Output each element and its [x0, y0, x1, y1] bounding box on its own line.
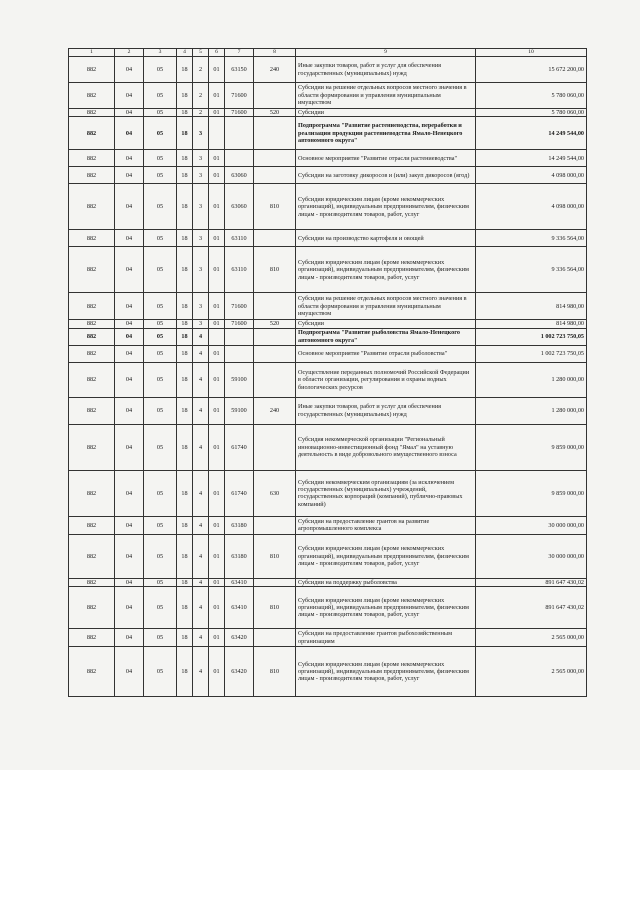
- amount-cell: 5 780 060,00: [476, 109, 587, 117]
- subsection-code-cell: 05: [144, 534, 177, 578]
- amount-cell: 1 002 723 750,05: [476, 328, 587, 345]
- subsection-code-cell: 05: [144, 293, 177, 320]
- table-row: [69, 362, 587, 397]
- section-code-cell: 04: [115, 117, 144, 150]
- program-code-cell: 18: [177, 470, 193, 516]
- description-cell: Субсидия некоммерческой организации "Региональный инновационно-инвестиционный фонд "Ямал" на уставную деятельность в виде добровольного имущественного взноса: [296, 424, 476, 470]
- ministry-code-cell: 882: [69, 587, 115, 629]
- subprogram-code-cell: 4: [193, 578, 209, 586]
- amount-cell: 9 859 000,00: [476, 470, 587, 516]
- program-code-cell: 18: [177, 362, 193, 397]
- expense-code-cell: 63060: [225, 184, 254, 230]
- subsection-code-cell: 05: [144, 424, 177, 470]
- expense-code-cell: 61740: [225, 470, 254, 516]
- program-code-cell: 18: [177, 587, 193, 629]
- amount-cell: 9 336 564,00: [476, 230, 587, 247]
- subprogram-code-cell: 4: [193, 397, 209, 424]
- expense-type-code-cell: [254, 117, 296, 150]
- activity-code-cell: 01: [209, 397, 225, 424]
- section-code-cell: 04: [115, 320, 144, 328]
- subprogram-code-cell: 4: [193, 328, 209, 345]
- amount-cell: 4 098 000,00: [476, 167, 587, 184]
- budget-table-container: [68, 48, 586, 697]
- section-code-cell: 04: [115, 293, 144, 320]
- expense-code-cell: 71600: [225, 109, 254, 117]
- subprogram-code-cell: 4: [193, 587, 209, 629]
- program-code-cell: 18: [177, 247, 193, 293]
- program-code-cell: 18: [177, 345, 193, 362]
- expense-code-cell: 63410: [225, 587, 254, 629]
- column-number-header-row: [69, 49, 587, 57]
- table-row: [69, 345, 587, 362]
- section-code-cell: 04: [115, 167, 144, 184]
- activity-code-cell: 01: [209, 320, 225, 328]
- description-cell: Субсидии на предоставление грантов рыбохозяйственным организациям: [296, 629, 476, 647]
- activity-code-cell: 01: [209, 647, 225, 697]
- subsection-code-cell: 05: [144, 150, 177, 167]
- amount-cell: 5 780 060,00: [476, 83, 587, 109]
- section-code-cell: 04: [115, 470, 144, 516]
- activity-code-cell: 01: [209, 345, 225, 362]
- table-row: [69, 587, 587, 629]
- table-row: [69, 57, 587, 83]
- expense-code-cell: 59100: [225, 397, 254, 424]
- program-code-cell: 18: [177, 320, 193, 328]
- ministry-code-cell: 882: [69, 578, 115, 586]
- activity-code-cell: 01: [209, 230, 225, 247]
- expense-code-cell: 61740: [225, 424, 254, 470]
- table-row: [69, 328, 587, 345]
- subprogram-code-cell: 4: [193, 345, 209, 362]
- subsection-code-cell: 05: [144, 397, 177, 424]
- program-code-cell: 18: [177, 293, 193, 320]
- subsection-code-cell: 05: [144, 230, 177, 247]
- ministry-code-cell: 882: [69, 167, 115, 184]
- subprogram-code-cell: 3: [193, 320, 209, 328]
- ministry-code-cell: 882: [69, 424, 115, 470]
- table-row: [69, 629, 587, 647]
- expense-type-code-cell: 810: [254, 647, 296, 697]
- description-cell: Субсидии на решение отдельных вопросов местного значения в области формирования и управления муниципальным имуществом: [296, 293, 476, 320]
- ministry-code-cell: 882: [69, 109, 115, 117]
- expense-type-code-cell: 520: [254, 109, 296, 117]
- expense-type-code-cell: 810: [254, 587, 296, 629]
- ministry-code-cell: 882: [69, 362, 115, 397]
- expense-type-code-cell: [254, 293, 296, 320]
- ministry-code-cell: 882: [69, 345, 115, 362]
- amount-cell: 14 249 544,00: [476, 117, 587, 150]
- amount-cell: 15 672 200,00: [476, 57, 587, 83]
- expense-code-cell: 63410: [225, 578, 254, 586]
- ministry-code-cell: 882: [69, 397, 115, 424]
- activity-code-cell: 01: [209, 578, 225, 586]
- subprogram-code-cell: 2: [193, 109, 209, 117]
- program-code-cell: 18: [177, 397, 193, 424]
- description-cell: Иные закупки товаров, работ и услуг для обеспечения государственных (муниципальных) нужд: [296, 397, 476, 424]
- expense-code-cell: 63110: [225, 247, 254, 293]
- subsection-code-cell: 05: [144, 167, 177, 184]
- subsection-code-cell: 05: [144, 184, 177, 230]
- description-cell: Основное мероприятие "Развитие отрасли растениеводства": [296, 150, 476, 167]
- column-number: 10: [476, 49, 587, 57]
- activity-code-cell: 01: [209, 83, 225, 109]
- program-code-cell: 18: [177, 83, 193, 109]
- ministry-code-cell: 882: [69, 247, 115, 293]
- expense-type-code-cell: [254, 328, 296, 345]
- expense-type-code-cell: [254, 167, 296, 184]
- amount-cell: 2 565 000,00: [476, 629, 587, 647]
- description-cell: Подпрограмма "Развитие растениеводства, переработки и реализации продукции растениеводства Ямало-Ненецкого автономного округа": [296, 117, 476, 150]
- subprogram-code-cell: 3: [193, 184, 209, 230]
- ministry-code-cell: 882: [69, 470, 115, 516]
- subprogram-code-cell: 3: [193, 230, 209, 247]
- amount-cell: 891 647 430,02: [476, 578, 587, 586]
- program-code-cell: 18: [177, 230, 193, 247]
- expense-type-code-cell: [254, 83, 296, 109]
- subprogram-code-cell: 3: [193, 167, 209, 184]
- expense-type-code-cell: 520: [254, 320, 296, 328]
- section-code-cell: 04: [115, 397, 144, 424]
- amount-cell: 9 336 564,00: [476, 247, 587, 293]
- activity-code-cell: 01: [209, 293, 225, 320]
- activity-code-cell: 01: [209, 167, 225, 184]
- column-number: 1: [69, 49, 115, 57]
- program-code-cell: 18: [177, 57, 193, 83]
- activity-code-cell: 01: [209, 57, 225, 83]
- section-code-cell: 04: [115, 647, 144, 697]
- activity-code-cell: [209, 117, 225, 150]
- expense-type-code-cell: [254, 362, 296, 397]
- program-code-cell: 18: [177, 578, 193, 586]
- expense-type-code-cell: 810: [254, 247, 296, 293]
- description-cell: Основное мероприятие "Развитие отрасли рыболовства": [296, 345, 476, 362]
- description-cell: Субсидии юридическим лицам (кроме некоммерческих организаций), индивидуальным предпринимателям, физическим лицам - производителям товаров, работ, услуг: [296, 647, 476, 697]
- description-cell: Подпрограмма "Развитие рыболовства Ямало-Ненецкого автономного округа": [296, 328, 476, 345]
- section-code-cell: 04: [115, 345, 144, 362]
- section-code-cell: 04: [115, 587, 144, 629]
- section-code-cell: 04: [115, 184, 144, 230]
- section-code-cell: 04: [115, 629, 144, 647]
- ministry-code-cell: 882: [69, 293, 115, 320]
- description-cell: Субсидии: [296, 109, 476, 117]
- section-code-cell: 04: [115, 109, 144, 117]
- subprogram-code-cell: 4: [193, 470, 209, 516]
- description-cell: Субсидии юридическим лицам (кроме некоммерческих организаций), индивидуальным предпринимателям, физическим лицам - производителям товаров, работ, услуг: [296, 247, 476, 293]
- budget-table-body: [69, 49, 587, 697]
- section-code-cell: 04: [115, 328, 144, 345]
- column-number: 2: [115, 49, 144, 57]
- expense-type-code-cell: 630: [254, 470, 296, 516]
- description-cell: Субсидии юридическим лицам (кроме некоммерческих организаций), индивидуальным предпринимателям, физическим лицам - производителям товаров, работ, услуг: [296, 534, 476, 578]
- description-cell: Субсидии: [296, 320, 476, 328]
- subsection-code-cell: 05: [144, 578, 177, 586]
- table-row: [69, 320, 587, 328]
- section-code-cell: 04: [115, 83, 144, 109]
- expense-code-cell: 71600: [225, 320, 254, 328]
- activity-code-cell: 01: [209, 247, 225, 293]
- activity-code-cell: 01: [209, 424, 225, 470]
- amount-cell: 14 249 544,00: [476, 150, 587, 167]
- expense-code-cell: 71600: [225, 83, 254, 109]
- table-row: [69, 247, 587, 293]
- table-row: [69, 150, 587, 167]
- description-cell: Субсидии на решение отдельных вопросов местного значения в области формирования и управления муниципальным имуществом: [296, 83, 476, 109]
- column-number: 7: [225, 49, 254, 57]
- column-number: 4: [177, 49, 193, 57]
- expense-code-cell: [225, 328, 254, 345]
- expense-type-code-cell: [254, 345, 296, 362]
- table-row: [69, 647, 587, 697]
- section-code-cell: 04: [115, 150, 144, 167]
- column-number: 3: [144, 49, 177, 57]
- program-code-cell: 18: [177, 516, 193, 534]
- subprogram-code-cell: 3: [193, 247, 209, 293]
- amount-cell: 30 000 000,00: [476, 516, 587, 534]
- expense-type-code-cell: 810: [254, 184, 296, 230]
- description-cell: Субсидии юридическим лицам (кроме некоммерческих организаций), индивидуальным предпринимателям, физическим лицам - производителям товаров, работ, услуг: [296, 184, 476, 230]
- section-code-cell: 04: [115, 424, 144, 470]
- expense-code-cell: 71600: [225, 293, 254, 320]
- subprogram-code-cell: 4: [193, 534, 209, 578]
- expense-type-code-cell: [254, 516, 296, 534]
- subsection-code-cell: 05: [144, 647, 177, 697]
- program-code-cell: 18: [177, 534, 193, 578]
- table-row: [69, 117, 587, 150]
- ministry-code-cell: 882: [69, 57, 115, 83]
- subprogram-code-cell: 4: [193, 629, 209, 647]
- ministry-code-cell: 882: [69, 184, 115, 230]
- amount-cell: 1 280 000,00: [476, 362, 587, 397]
- description-cell: Субсидии на предоставление грантов на развитие агропромышленного комплекса: [296, 516, 476, 534]
- column-number: 9: [296, 49, 476, 57]
- expense-type-code-cell: [254, 578, 296, 586]
- expense-code-cell: 59100: [225, 362, 254, 397]
- table-row: [69, 83, 587, 109]
- amount-cell: 891 647 430,02: [476, 587, 587, 629]
- program-code-cell: 18: [177, 109, 193, 117]
- subsection-code-cell: 05: [144, 362, 177, 397]
- activity-code-cell: 01: [209, 516, 225, 534]
- program-code-cell: 18: [177, 424, 193, 470]
- activity-code-cell: 01: [209, 150, 225, 167]
- description-cell: Субсидии некоммерческим организациям (за исключением государственных (муниципальных) учреждений, государственных корпораций (компаний), публично-правовых компаний): [296, 470, 476, 516]
- subsection-code-cell: 05: [144, 328, 177, 345]
- amount-cell: 814 980,00: [476, 293, 587, 320]
- program-code-cell: 18: [177, 328, 193, 345]
- activity-code-cell: 01: [209, 184, 225, 230]
- program-code-cell: 18: [177, 629, 193, 647]
- subsection-code-cell: 05: [144, 109, 177, 117]
- column-number: 5: [193, 49, 209, 57]
- ministry-code-cell: 882: [69, 230, 115, 247]
- expense-type-code-cell: 810: [254, 534, 296, 578]
- subsection-code-cell: 05: [144, 320, 177, 328]
- description-cell: Субсидии на производство картофеля и овощей: [296, 230, 476, 247]
- program-code-cell: 18: [177, 167, 193, 184]
- activity-code-cell: 01: [209, 534, 225, 578]
- subsection-code-cell: 05: [144, 516, 177, 534]
- subprogram-code-cell: 4: [193, 424, 209, 470]
- expense-code-cell: 63180: [225, 516, 254, 534]
- table-row: [69, 516, 587, 534]
- subsection-code-cell: 05: [144, 470, 177, 516]
- expense-code-cell: 63180: [225, 534, 254, 578]
- subprogram-code-cell: 3: [193, 117, 209, 150]
- amount-cell: 30 000 000,00: [476, 534, 587, 578]
- expense-type-code-cell: [254, 629, 296, 647]
- expense-code-cell: 63150: [225, 57, 254, 83]
- amount-cell: 2 565 000,00: [476, 647, 587, 697]
- expense-type-code-cell: 240: [254, 57, 296, 83]
- subprogram-code-cell: 4: [193, 362, 209, 397]
- expense-code-cell: [225, 117, 254, 150]
- ministry-code-cell: 882: [69, 83, 115, 109]
- blank-page-margin: [0, 770, 640, 905]
- program-code-cell: 18: [177, 117, 193, 150]
- program-code-cell: 18: [177, 184, 193, 230]
- activity-code-cell: 01: [209, 629, 225, 647]
- description-cell: Иные закупки товаров, работ и услуг для обеспечения государственных (муниципальных) нужд: [296, 57, 476, 83]
- amount-cell: 9 859 000,00: [476, 424, 587, 470]
- subprogram-code-cell: 4: [193, 516, 209, 534]
- subsection-code-cell: 05: [144, 83, 177, 109]
- expense-type-code-cell: [254, 150, 296, 167]
- subsection-code-cell: 05: [144, 629, 177, 647]
- ministry-code-cell: 882: [69, 150, 115, 167]
- activity-code-cell: 01: [209, 362, 225, 397]
- section-code-cell: 04: [115, 534, 144, 578]
- activity-code-cell: [209, 328, 225, 345]
- program-code-cell: 18: [177, 150, 193, 167]
- subsection-code-cell: 05: [144, 587, 177, 629]
- section-code-cell: 04: [115, 362, 144, 397]
- expense-type-code-cell: 240: [254, 397, 296, 424]
- amount-cell: 1 002 723 750,05: [476, 345, 587, 362]
- activity-code-cell: 01: [209, 109, 225, 117]
- expense-code-cell: 63420: [225, 629, 254, 647]
- table-row: [69, 109, 587, 117]
- subprogram-code-cell: 2: [193, 57, 209, 83]
- subprogram-code-cell: 3: [193, 150, 209, 167]
- ministry-code-cell: 882: [69, 328, 115, 345]
- program-code-cell: 18: [177, 647, 193, 697]
- expense-code-cell: 63420: [225, 647, 254, 697]
- table-row: [69, 470, 587, 516]
- subprogram-code-cell: 3: [193, 293, 209, 320]
- ministry-code-cell: 882: [69, 320, 115, 328]
- activity-code-cell: 01: [209, 587, 225, 629]
- subsection-code-cell: 05: [144, 345, 177, 362]
- expense-type-code-cell: [254, 230, 296, 247]
- budget-table: [68, 48, 587, 697]
- expense-code-cell: 63060: [225, 167, 254, 184]
- section-code-cell: 04: [115, 57, 144, 83]
- subsection-code-cell: 05: [144, 247, 177, 293]
- activity-code-cell: 01: [209, 470, 225, 516]
- table-row: [69, 578, 587, 586]
- table-row: [69, 293, 587, 320]
- expense-code-cell: [225, 150, 254, 167]
- column-number: 6: [209, 49, 225, 57]
- amount-cell: 814 980,00: [476, 320, 587, 328]
- table-row: [69, 534, 587, 578]
- amount-cell: 1 280 000,00: [476, 397, 587, 424]
- ministry-code-cell: 882: [69, 647, 115, 697]
- amount-cell: 4 098 000,00: [476, 184, 587, 230]
- section-code-cell: 04: [115, 516, 144, 534]
- ministry-code-cell: 882: [69, 534, 115, 578]
- expense-type-code-cell: [254, 424, 296, 470]
- section-code-cell: 04: [115, 230, 144, 247]
- ministry-code-cell: 882: [69, 516, 115, 534]
- ministry-code-cell: 882: [69, 629, 115, 647]
- subsection-code-cell: 05: [144, 57, 177, 83]
- ministry-code-cell: 882: [69, 117, 115, 150]
- subprogram-code-cell: 4: [193, 647, 209, 697]
- table-row: [69, 184, 587, 230]
- description-cell: Субсидии на заготовку дикоросов и (или) закуп дикоросов (ягод): [296, 167, 476, 184]
- expense-code-cell: [225, 345, 254, 362]
- subprogram-code-cell: 2: [193, 83, 209, 109]
- table-row: [69, 397, 587, 424]
- description-cell: Осуществление переданных полномочий Российской Федерации в области организации, регулирования и охраны водных биологических ресурсов: [296, 362, 476, 397]
- table-row: [69, 424, 587, 470]
- description-cell: Субсидии юридическим лицам (кроме некоммерческих организаций), индивидуальным предпринимателям, физическим лицам - производителям товаров, работ, услуг: [296, 587, 476, 629]
- subsection-code-cell: 05: [144, 117, 177, 150]
- table-row: [69, 167, 587, 184]
- section-code-cell: 04: [115, 247, 144, 293]
- description-cell: Субсидии на поддержку рыболовства: [296, 578, 476, 586]
- section-code-cell: 04: [115, 578, 144, 586]
- table-row: [69, 230, 587, 247]
- expense-code-cell: 63110: [225, 230, 254, 247]
- column-number: 8: [254, 49, 296, 57]
